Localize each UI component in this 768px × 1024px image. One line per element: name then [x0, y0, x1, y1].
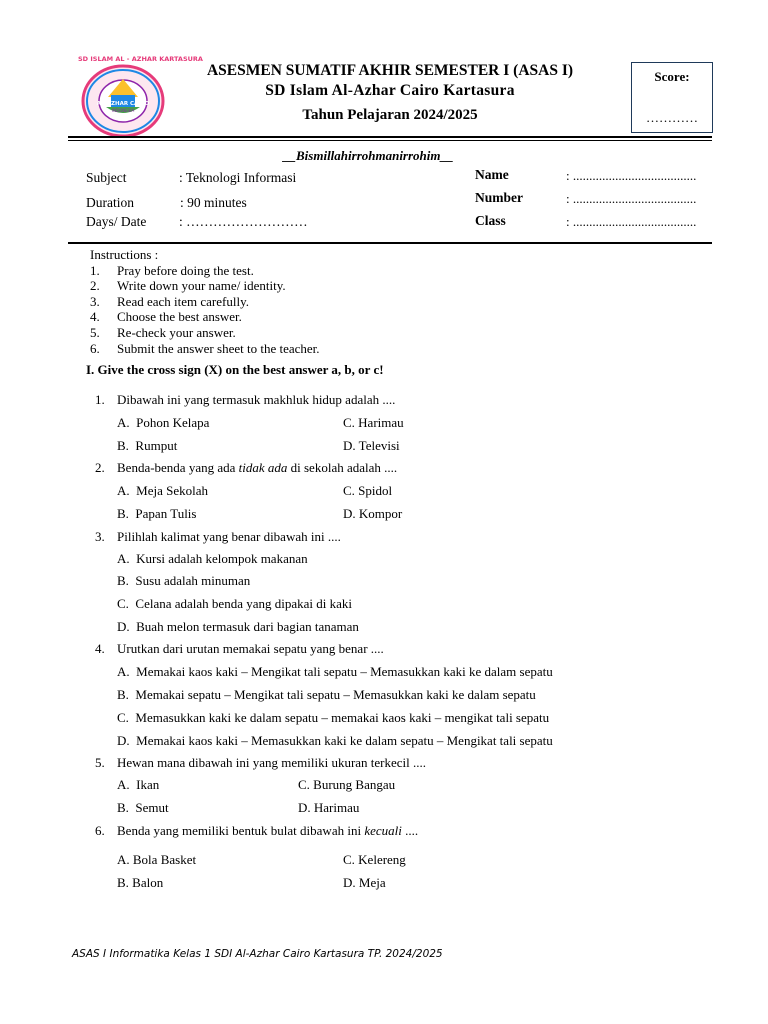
option-b[interactable]: B. Semut: [117, 800, 169, 815]
instruction-num: 2.: [90, 278, 100, 293]
instruction-text: Pray before doing the test.: [117, 263, 254, 278]
class-label: Class: [475, 213, 506, 228]
school-name: SD Islam Al-Azhar Cairo Kartasura: [265, 82, 515, 99]
option-b[interactable]: B. Susu adalah minuman: [117, 573, 251, 588]
instruction-num: 3.: [90, 294, 100, 309]
question-text: Pilihlah kalimat yang benar dibawah ini ....: [117, 529, 341, 544]
number-label: Number: [475, 190, 523, 205]
logo-ring-text: SD ISLAM AL - AZHAR KARTASURA: [78, 55, 203, 63]
instruction-text: Re-check your answer.: [117, 325, 236, 340]
instruction-text: Read each item carefully.: [117, 294, 249, 309]
bismillah: __Bismillahirrohmanirrohim__: [283, 148, 454, 163]
exam-title: ASESMEN SUMATIF AKHIR SEMESTER I (ASAS I): [206, 62, 574, 79]
question-text: Dibawah ini yang termasuk makhluk hidup adalah ....: [117, 392, 396, 407]
option-a[interactable]: A. Memakai kaos kaki – Mengikat tali sepatu – Memasukkan kaki ke dalam sepatu: [117, 664, 553, 679]
number-field[interactable]: : ......................................: [566, 191, 697, 206]
option-b[interactable]: B. Balon: [117, 875, 164, 890]
option-c[interactable]: C. Kelereng: [343, 852, 406, 867]
question-text: Benda yang memiliki bentuk bulat dibawah ini kecuali ....: [117, 823, 419, 838]
instruction-num: 5.: [90, 325, 100, 340]
subject-label: Subject: [86, 170, 127, 185]
option-c[interactable]: C. Burung Bangau: [298, 777, 396, 792]
header-rule-thick: [68, 136, 712, 138]
option-d[interactable]: D. Harimau: [298, 800, 360, 815]
instructions-heading: Instructions :: [90, 247, 159, 262]
option-d[interactable]: D. Meja: [343, 875, 386, 890]
option-a[interactable]: A. Pohon Kelapa: [117, 415, 210, 430]
logo-center-text: AL-AZHAR CAIRO: [96, 101, 150, 107]
page-footer: ASAS I Informatika Kelas 1 SDI Al-Azhar Cairo Kartasura TP. 2024/2025: [72, 948, 443, 960]
question-text: Benda-benda yang ada tidak ada di sekolah adalah ....: [117, 460, 398, 475]
score-blank: …………: [646, 110, 698, 125]
question-number: 6.: [95, 823, 105, 838]
instruction-text: Submit the answer sheet to the teacher.: [117, 341, 320, 356]
instruction-text: Choose the best answer.: [117, 309, 242, 324]
option-b[interactable]: B. Papan Tulis: [117, 506, 197, 521]
instruction-num: 4.: [90, 309, 100, 324]
name-label: Name: [475, 167, 509, 182]
duration-label: Duration: [86, 195, 134, 210]
option-a[interactable]: A. Ikan: [117, 777, 160, 792]
question-number: 1.: [95, 392, 105, 407]
option-a[interactable]: A. Bola Basket: [117, 852, 197, 867]
header-rule-thin: [68, 140, 712, 141]
score-box[interactable]: [631, 62, 713, 133]
date-field[interactable]: : ………………………: [179, 214, 308, 229]
option-d[interactable]: D. Buah melon termasuk dari bagian tanaman: [117, 619, 359, 634]
logo-sub-text: INDONESIA: [111, 108, 135, 113]
identity-rule: [68, 242, 712, 244]
question-text: Urutkan dari urutan memakai sepatu yang benar ....: [117, 641, 384, 656]
option-c[interactable]: C. Spidol: [343, 483, 393, 498]
question-number: 2.: [95, 460, 105, 475]
date-label: Days/ Date: [86, 214, 147, 229]
question-number: 5.: [95, 755, 105, 770]
instruction-num: 6.: [90, 341, 100, 356]
question-text: Hewan mana dibawah ini yang memiliki ukuran terkecil ....: [117, 755, 427, 770]
option-b[interactable]: B. Rumput: [117, 438, 178, 453]
option-d[interactable]: D. Kompor: [343, 506, 403, 521]
academic-year: Tahun Pelajaran 2024/2025: [302, 107, 478, 123]
section-title: I. Give the cross sign (X) on the best answer a, b, or c!: [86, 362, 384, 377]
class-field[interactable]: : ......................................: [566, 214, 697, 229]
subject-value: : Teknologi Informasi: [179, 170, 297, 185]
option-d[interactable]: D. Memakai kaos kaki – Memasukkan kaki ke dalam sepatu – Mengikat tali sepatu: [117, 733, 553, 748]
duration-value: : 90 minutes: [180, 195, 247, 210]
question-number: 4.: [95, 641, 105, 656]
question-number: 3.: [95, 529, 105, 544]
option-d[interactable]: D. Televisi: [343, 438, 400, 453]
option-c[interactable]: C. Celana adalah benda yang dipakai di kaki: [117, 596, 353, 611]
option-b[interactable]: B. Memakai sepatu – Mengikat tali sepatu – Memasukkan kaki ke dalam sepatu: [117, 687, 536, 702]
option-a[interactable]: A. Meja Sekolah: [117, 483, 208, 498]
option-c[interactable]: C. Harimau: [343, 415, 404, 430]
name-field[interactable]: : ......................................: [566, 168, 697, 183]
score-label: Score:: [654, 69, 690, 84]
instruction-text: Write down your name/ identity.: [117, 278, 286, 293]
school-logo: [78, 55, 203, 137]
instruction-num: 1.: [90, 263, 100, 278]
option-a[interactable]: A. Kursi adalah kelompok makanan: [117, 551, 308, 566]
option-c[interactable]: C. Memasukkan kaki ke dalam sepatu – memakai kaos kaki – mengikat tali sepatu: [117, 710, 550, 725]
